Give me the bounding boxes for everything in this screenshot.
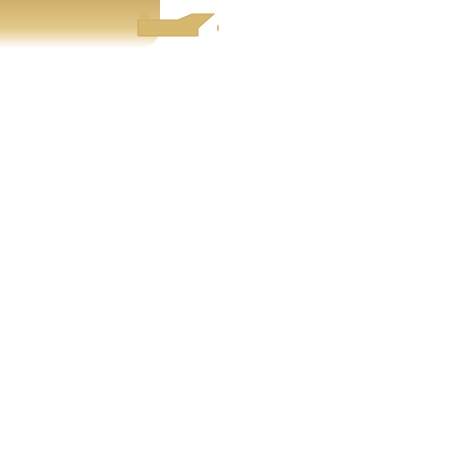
watermark-logo xyxy=(0,0,240,50)
oil-can-icon xyxy=(130,6,230,40)
